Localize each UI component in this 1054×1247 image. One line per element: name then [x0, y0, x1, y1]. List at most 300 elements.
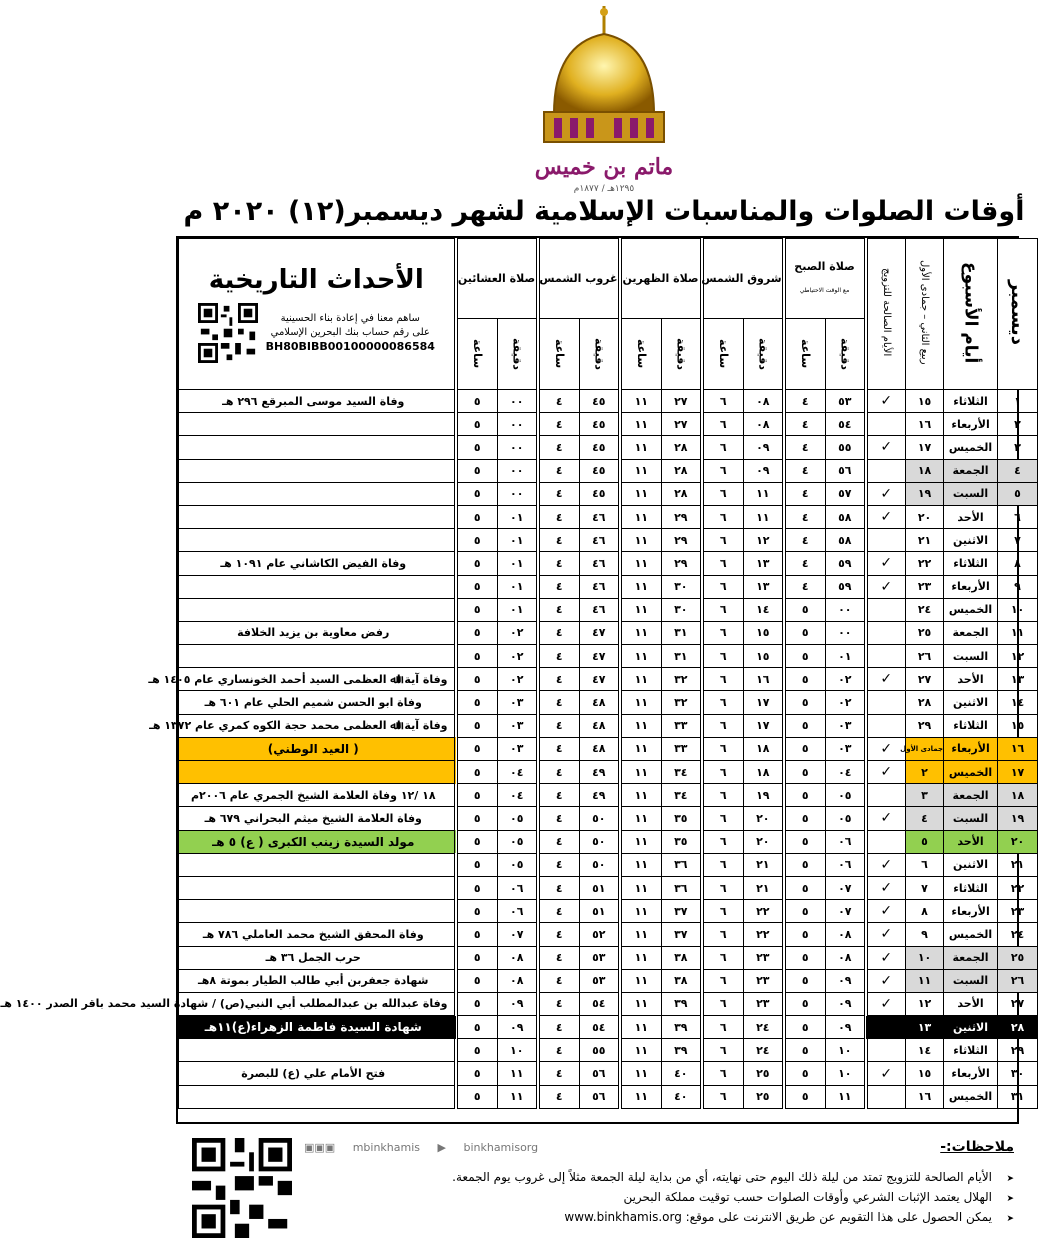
- isha-hour: ٥: [456, 575, 498, 598]
- hijri-day: ١٢: [906, 992, 944, 1015]
- fajr-hour: ٥: [784, 1039, 826, 1062]
- dhuhr-hour: ١١: [620, 830, 662, 853]
- weekday: الأحد: [944, 505, 998, 528]
- logo-year: ١٢٩٥هـ / ١٨٧٧م: [573, 184, 635, 194]
- sunrise-hour: ٦: [702, 969, 744, 992]
- isha-minute: ١١: [498, 1062, 538, 1085]
- day-number: ٢٠: [998, 830, 1038, 853]
- fajr-minute: ٠٦: [826, 853, 866, 876]
- day-number: ١٧: [998, 761, 1038, 784]
- good-day-mark: [866, 1085, 906, 1108]
- day-number: ٧: [998, 529, 1038, 552]
- dhuhr-hour: ١١: [620, 784, 662, 807]
- table-row: [179, 691, 1038, 714]
- check-icon: ✓: [880, 393, 893, 410]
- fajr-minute: ٠٩: [826, 969, 866, 992]
- isha-hour: ٥: [456, 992, 498, 1015]
- table-row: [179, 621, 1038, 644]
- sunset-hour: ٤: [538, 1039, 580, 1062]
- isha-minute: ٠٠: [498, 459, 538, 482]
- check-icon: ✓: [880, 926, 893, 943]
- donate-line-2: على رقم حساب بنك البحرين الإسلامي: [270, 327, 430, 338]
- sunrise-hour: ٦: [702, 645, 744, 668]
- header-events: [179, 239, 456, 390]
- sunrise-minute: ٢٠: [744, 830, 784, 853]
- isha-minute: ٠٢: [498, 645, 538, 668]
- good-day-mark: [866, 969, 906, 992]
- header-isha: صلاة العشائين: [456, 239, 538, 319]
- table-row: [179, 529, 1038, 552]
- event-text: [179, 413, 456, 436]
- sunset-minute: ٤٩: [580, 761, 620, 784]
- dhuhr-hour: ١١: [620, 807, 662, 830]
- fajr-minute: ٠٣: [826, 737, 866, 760]
- check-icon: ✓: [880, 555, 893, 572]
- isha-hour: ٥: [456, 900, 498, 923]
- event-text: وفاة السيد موسى المبرقع ٢٩٦ هـ: [179, 390, 456, 413]
- sunset-hour: ٤: [538, 830, 580, 853]
- sunset-minute: ٤٦: [580, 529, 620, 552]
- sunset-minute: ٤٨: [580, 714, 620, 737]
- hijri-day: ١٧: [906, 436, 944, 459]
- fajr-minute: ٠٥: [826, 807, 866, 830]
- hijri-day: ١٥: [906, 390, 944, 413]
- check-icon: ✓: [880, 856, 893, 873]
- isha-minute: ٠٣: [498, 737, 538, 760]
- dhuhr-hour: ١١: [620, 436, 662, 459]
- sunset-hour: ٤: [538, 1016, 580, 1039]
- weekday: الاثنين: [944, 691, 998, 714]
- weekday: الأحد: [944, 668, 998, 691]
- dhuhr-minute: ٣١: [662, 621, 702, 644]
- fajr-hour: ٥: [784, 598, 826, 621]
- table-row: [179, 876, 1038, 899]
- page-title: أوقات الصلوات والمناسبات الإسلامية لشهر ديسمبر(١٢) ٢٠٢٠ م: [183, 196, 1025, 227]
- qr-code-icon: [198, 303, 258, 363]
- sunrise-hour: ٦: [702, 784, 744, 807]
- fajr-hour: ٥: [784, 668, 826, 691]
- fajr-minute: ٠٥: [826, 784, 866, 807]
- dhuhr-minute: ٣٠: [662, 598, 702, 621]
- social-icons: ▣▣▣: [304, 1141, 336, 1154]
- sunset-minute: ٥٠: [580, 830, 620, 853]
- day-number: ١٥: [998, 714, 1038, 737]
- fajr-minute: ٠٠: [826, 621, 866, 644]
- hijri-day: ١٥: [906, 1062, 944, 1085]
- weekday: الأربعاء: [944, 1062, 998, 1085]
- sunrise-hour: ٦: [702, 505, 744, 528]
- sunrise-hour: ٦: [702, 737, 744, 760]
- isha-hour: ٥: [456, 853, 498, 876]
- sunset-hour: ٤: [538, 552, 580, 575]
- sunrise-hour: ٦: [702, 575, 744, 598]
- isha-hour: ٥: [456, 529, 498, 552]
- sunrise-minute: ١٣: [744, 552, 784, 575]
- sunrise-minute: ٢٣: [744, 992, 784, 1015]
- fajr-note: مع الوقت الاحتياطي: [799, 286, 850, 294]
- day-number: ٢٢: [998, 876, 1038, 899]
- dhuhr-minute: ٣٠: [662, 575, 702, 598]
- fajr-hour: ٤: [784, 529, 826, 552]
- isha-minute: دقيقة: [498, 319, 538, 390]
- sunset-hour: ٤: [538, 992, 580, 1015]
- isha-hour: ٥: [456, 1085, 498, 1108]
- isha-hour: ٥: [456, 946, 498, 969]
- good-day-mark: [866, 575, 906, 598]
- fajr-hour: ٥: [784, 1016, 826, 1039]
- isha-hour: ٥: [456, 505, 498, 528]
- isha-minute: ٠٧: [498, 923, 538, 946]
- dhuhr-hour: ١١: [620, 876, 662, 899]
- table-row: [179, 923, 1038, 946]
- sunrise-hour: ٦: [702, 691, 744, 714]
- hijri-day: ١٩: [906, 482, 944, 505]
- fajr-minute: ٥٦: [826, 459, 866, 482]
- isha-hour: ٥: [456, 714, 498, 737]
- isha-minute: ٠٠: [498, 413, 538, 436]
- hijri-month-label: جمادى الأول: [900, 744, 944, 753]
- isha-hour: ٥: [456, 830, 498, 853]
- isha-hour: ٥: [456, 1062, 498, 1085]
- event-text: [179, 575, 456, 598]
- dhuhr-minute: ٣٨: [662, 946, 702, 969]
- sunrise-hour: ٦: [702, 598, 744, 621]
- event-text: حرب الجمل ٣٦ هـ: [179, 946, 456, 969]
- good-day-mark: [866, 552, 906, 575]
- dhuhr-minute: ٢٩: [662, 529, 702, 552]
- sunrise-hour: ٦: [702, 668, 744, 691]
- table-row: [179, 1039, 1038, 1062]
- day-number: ٢: [998, 413, 1038, 436]
- fajr-minute: دقيقة: [826, 319, 866, 390]
- weekday: الأحد: [944, 830, 998, 853]
- sunrise-hour: ٦: [702, 390, 744, 413]
- isha-minute: ٠٩: [498, 1016, 538, 1039]
- sunset-minute: ٤٥: [580, 482, 620, 505]
- isha-minute: ٠١: [498, 505, 538, 528]
- table-row: [179, 969, 1038, 992]
- fajr-hour: ٤: [784, 482, 826, 505]
- weekday: الأربعاء: [944, 575, 998, 598]
- event-text: [179, 1085, 456, 1108]
- dhuhr-minute: ٣٤: [662, 784, 702, 807]
- fajr-minute: ٠٢: [826, 668, 866, 691]
- fajr-hour: ٥: [784, 969, 826, 992]
- check-icon: ✓: [880, 578, 893, 595]
- fajr-hour: ٥: [784, 830, 826, 853]
- event-text: مولد السيدة زينب الكبرى ( ع) ٥ هـ: [179, 830, 456, 853]
- sunset-minute: ٥٣: [580, 969, 620, 992]
- dhuhr-minute: ٢٧: [662, 390, 702, 413]
- isha-minute: ٠٥: [498, 853, 538, 876]
- isha-minute: ٠١: [498, 552, 538, 575]
- good-day-mark: [866, 645, 906, 668]
- event-text: وفاة آية اﷲ العظمى محمد حجة الكوه كمري عام ١٣٧٢ هـ: [179, 714, 456, 737]
- check-icon: ✓: [880, 880, 893, 897]
- day-number: ٢٨: [998, 1016, 1038, 1039]
- dhuhr-hour: ١١: [620, 459, 662, 482]
- good-day-mark: [866, 413, 906, 436]
- isha-minute: ٠١: [498, 575, 538, 598]
- day-number: ٢٣: [998, 900, 1038, 923]
- sunrise-hour: ٦: [702, 714, 744, 737]
- sunset-hour: ٤: [538, 946, 580, 969]
- dhuhr-minute: ٢٧: [662, 413, 702, 436]
- day-number: ١٢: [998, 645, 1038, 668]
- header-good-days: الأيام الصالحة للتزويج: [866, 239, 906, 390]
- sunrise-hour: ٦: [702, 807, 744, 830]
- sunset-hour: ٤: [538, 876, 580, 899]
- sunrise-minute: ١٢: [744, 529, 784, 552]
- sunrise-minute: ٢١: [744, 853, 784, 876]
- isha-hour: ٥: [456, 761, 498, 784]
- fajr-minute: ٠١: [826, 645, 866, 668]
- sunset-minute: ٤٦: [580, 575, 620, 598]
- sunrise-minute: ١٧: [744, 691, 784, 714]
- day-number: ٢٥: [998, 946, 1038, 969]
- bullet-icon: ➤: [1006, 1194, 1014, 1204]
- events-title: الأحداث التاريخية: [208, 265, 424, 295]
- dhuhr-hour: ١١: [620, 992, 662, 1015]
- fajr-minute: ٠٨: [826, 946, 866, 969]
- bullet-icon: ➤: [1006, 1174, 1014, 1184]
- table-row: [179, 946, 1038, 969]
- day-number: ١٤: [998, 691, 1038, 714]
- fajr-minute: ٠٣: [826, 714, 866, 737]
- weekday: الثلاثاء: [944, 552, 998, 575]
- fajr-hour: ٤: [784, 505, 826, 528]
- weekday: الخميس: [944, 598, 998, 621]
- sunrise-minute: ١٤: [744, 598, 784, 621]
- good-day-mark: [866, 621, 906, 644]
- event-text: شهادة جعفربن أبي طالب الطيار بموتة ٨هـ: [179, 969, 456, 992]
- hijri-day: ٣: [906, 784, 944, 807]
- sunrise-hour: ٦: [702, 992, 744, 1015]
- sunrise-hour: ٦: [702, 1085, 744, 1108]
- sunset-minute: ٤٦: [580, 552, 620, 575]
- sunrise-hour: ٦: [702, 923, 744, 946]
- event-text: [179, 876, 456, 899]
- good-day-mark: [866, 529, 906, 552]
- table-row: [179, 598, 1038, 621]
- event-text: [179, 505, 456, 528]
- social-handle-1[interactable]: mbinkhamis: [352, 1141, 420, 1154]
- table-row: [179, 830, 1038, 853]
- dhuhr-minute: ٣٧: [662, 900, 702, 923]
- table-row: [179, 413, 1038, 436]
- fajr-hour: ٥: [784, 946, 826, 969]
- table-row: [179, 853, 1038, 876]
- notes-section: [414, 1138, 1014, 1228]
- sunset-hour: ٤: [538, 691, 580, 714]
- sunset-hour: ٤: [538, 1085, 580, 1108]
- sunrise-hour: ساعة: [702, 319, 744, 390]
- isha-hour: ٥: [456, 668, 498, 691]
- sunset-minute: ٤٥: [580, 459, 620, 482]
- fajr-minute: ١١: [826, 1085, 866, 1108]
- isha-minute: ٠٦: [498, 876, 538, 899]
- good-day-mark: [866, 807, 906, 830]
- sunset-hour: ساعة: [538, 319, 580, 390]
- sunrise-minute: ٠٨: [744, 413, 784, 436]
- isha-minute: ٠٦: [498, 900, 538, 923]
- check-icon: ✓: [880, 509, 893, 526]
- table-row: [179, 992, 1038, 1015]
- sunrise-minute: ٢٥: [744, 1085, 784, 1108]
- hijri-day: ١٦: [906, 1085, 944, 1108]
- isha-minute: ٠١: [498, 529, 538, 552]
- good-day-mark: [866, 992, 906, 1015]
- day-number: ٥: [998, 482, 1038, 505]
- dhuhr-hour: ١١: [620, 946, 662, 969]
- dhuhr-minute: ٣٩: [662, 1016, 702, 1039]
- fajr-hour: ٥: [784, 992, 826, 1015]
- dhuhr-hour: ١١: [620, 575, 662, 598]
- isha-hour: ٥: [456, 598, 498, 621]
- table-row: [179, 1085, 1038, 1108]
- fajr-minute: ٠٢: [826, 691, 866, 714]
- fajr-minute: ٠٧: [826, 900, 866, 923]
- hijri-day: ٢٤: [906, 598, 944, 621]
- hijri-day: ٦: [906, 853, 944, 876]
- day-number: ١٨: [998, 784, 1038, 807]
- donation-info: [266, 312, 435, 354]
- event-text: [179, 1039, 456, 1062]
- fajr-hour: ٥: [784, 621, 826, 644]
- check-icon: ✓: [880, 903, 893, 920]
- sunrise-minute: ٠٩: [744, 459, 784, 482]
- event-text: ( العيد الوطني): [179, 737, 456, 760]
- event-text: فتح الأمام علي (ع) للبصرة: [179, 1062, 456, 1085]
- event-text: وفاة آية اﷲ العظمى السيد أحمد الخونساري عام ١٤٠٥ هـ: [179, 668, 456, 691]
- dhuhr-minute: ٣٣: [662, 714, 702, 737]
- event-text: رفض معاوية بن يزيد الخلافة: [179, 621, 456, 644]
- sunset-minute: ٥٤: [580, 992, 620, 1015]
- isha-minute: ٠٢: [498, 621, 538, 644]
- fajr-minute: ٥٤: [826, 413, 866, 436]
- sunset-minute: ٤٨: [580, 691, 620, 714]
- isha-hour: ٥: [456, 413, 498, 436]
- hijri-day: ١٨: [906, 459, 944, 482]
- notes-title: ملاحظات:-: [940, 1139, 1014, 1155]
- dhuhr-minute: ٣٥: [662, 830, 702, 853]
- weekday: الأربعاء: [944, 737, 998, 760]
- check-icon: ✓: [880, 972, 893, 989]
- sunrise-minute: دقيقة: [744, 319, 784, 390]
- good-day-mark: [866, 714, 906, 737]
- sunrise-minute: ١١: [744, 505, 784, 528]
- check-icon: ✓: [880, 439, 893, 456]
- isha-hour: ٥: [456, 737, 498, 760]
- day-number: ١٦: [998, 737, 1038, 760]
- sunrise-minute: ٠٨: [744, 390, 784, 413]
- fajr-minute: ٠٤: [826, 761, 866, 784]
- fajr-hour: ٥: [784, 761, 826, 784]
- sunset-minute: ٥٠: [580, 807, 620, 830]
- good-day-mark: [866, 761, 906, 784]
- sunrise-minute: ١٩: [744, 784, 784, 807]
- hijri-day: ١٠: [906, 946, 944, 969]
- table-row: [179, 390, 1038, 413]
- fajr-hour: ٥: [784, 645, 826, 668]
- sunrise-hour: ٦: [702, 552, 744, 575]
- dhuhr-minute: ٣٢: [662, 668, 702, 691]
- dhuhr-minute: ٣٣: [662, 737, 702, 760]
- weekday: السبت: [944, 807, 998, 830]
- sunrise-hour: ٦: [702, 529, 744, 552]
- fajr-hour: ٤: [784, 459, 826, 482]
- sunset-hour: ٤: [538, 413, 580, 436]
- sunrise-hour: ٦: [702, 413, 744, 436]
- good-day-mark: [866, 784, 906, 807]
- weekday: الجمعة: [944, 946, 998, 969]
- event-text: [179, 436, 456, 459]
- sunrise-minute: ١٣: [744, 575, 784, 598]
- sunset-minute: ٤٦: [580, 505, 620, 528]
- dhuhr-minute: ٤٠: [662, 1062, 702, 1085]
- check-icon: ✓: [880, 949, 893, 966]
- good-day-mark: [866, 1039, 906, 1062]
- isha-hour: ٥: [456, 1016, 498, 1039]
- hijri-day: ٢١: [906, 529, 944, 552]
- hijri-day: ١٤: [906, 1039, 944, 1062]
- weekday: الثلاثاء: [944, 1039, 998, 1062]
- sunset-minute: ٥٦: [580, 1085, 620, 1108]
- dhuhr-hour: ١١: [620, 482, 662, 505]
- fajr-hour: ٥: [784, 923, 826, 946]
- table-row: [179, 900, 1038, 923]
- day-number: ١٠: [998, 598, 1038, 621]
- table-row: [179, 552, 1038, 575]
- fajr-minute: ٥٧: [826, 482, 866, 505]
- fajr-hour: ٤: [784, 575, 826, 598]
- hijri-day: ٩: [906, 923, 944, 946]
- dhuhr-hour: ١١: [620, 1062, 662, 1085]
- table-row: [179, 482, 1038, 505]
- check-icon: ✓: [880, 764, 893, 781]
- sunrise-minute: ١٨: [744, 761, 784, 784]
- sunrise-minute: ٢٤: [744, 1016, 784, 1039]
- bullet-icon: ➤: [1006, 1214, 1014, 1224]
- hijri-day: ٤: [906, 807, 944, 830]
- isha-minute: ٠١: [498, 598, 538, 621]
- fajr-minute: ٠٧: [826, 876, 866, 899]
- good-day-mark: [866, 390, 906, 413]
- weekday: الاثنين: [944, 853, 998, 876]
- fajr-minute: ٠٦: [826, 830, 866, 853]
- dhuhr-hour: ١١: [620, 737, 662, 760]
- sunset-minute: ٥٤: [580, 1016, 620, 1039]
- table-row: [179, 505, 1038, 528]
- hijri-day: ١٦: [906, 413, 944, 436]
- weekday: السبت: [944, 645, 998, 668]
- good-day-mark: [866, 691, 906, 714]
- dhuhr-minute: ٢٩: [662, 505, 702, 528]
- social-handle-2[interactable]: binkhamisorg: [463, 1141, 539, 1154]
- isha-hour: ٥: [456, 390, 498, 413]
- weekday: السبت: [944, 482, 998, 505]
- event-text: وفاة العلامة الشيخ ميثم البحراني ٦٧٩ هـ: [179, 807, 456, 830]
- sunset-minute: ٥١: [580, 900, 620, 923]
- sunset-hour: ٤: [538, 436, 580, 459]
- table-row: [179, 575, 1038, 598]
- check-icon: ✓: [880, 485, 893, 502]
- sunrise-hour: ٦: [702, 482, 744, 505]
- good-day-mark: [866, 853, 906, 876]
- day-number: ٤: [998, 459, 1038, 482]
- sunset-hour: ٤: [538, 529, 580, 552]
- weekday: الأربعاء: [944, 900, 998, 923]
